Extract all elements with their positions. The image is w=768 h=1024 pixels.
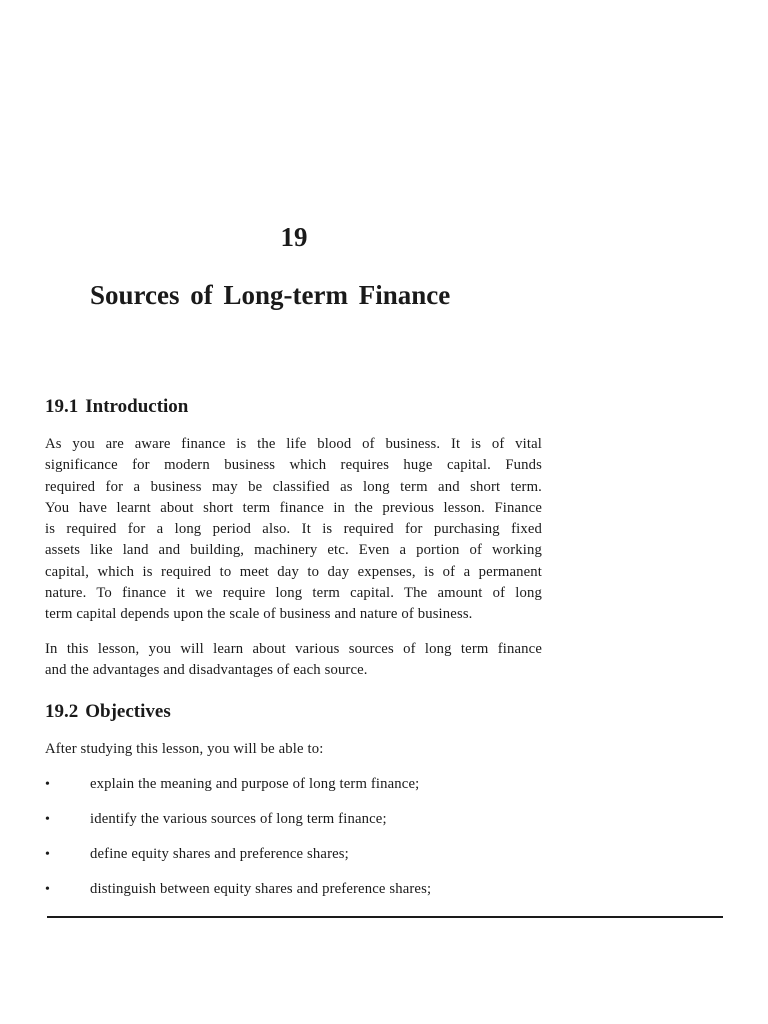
list-item-text: identify the various sources of long term finance;	[90, 811, 387, 827]
text-line: As you are aware finance is the life blood of business. It is of vital	[45, 436, 542, 452]
bullet-icon: •	[45, 882, 51, 897]
text-line: is required for a long period also. It is required for purchasing fixed	[45, 521, 542, 538]
list-item-text: define equity shares and preference shares;	[90, 846, 349, 862]
list-item	[45, 809, 565, 844]
text-line: After studying this lesson, you will be able to:	[45, 741, 324, 757]
section-heading-objectives	[45, 700, 171, 724]
text-line: term capital depends upon the scale of business and nature of business.	[45, 606, 473, 623]
list-item	[45, 844, 565, 879]
footer-rule	[47, 916, 723, 918]
bullet-icon: •	[45, 777, 51, 792]
intro-paragraph-1	[45, 434, 542, 626]
section-title: Objectives	[85, 701, 171, 722]
text-line: and the advantages and disadvantages of each source.	[45, 662, 368, 679]
objectives-intro	[45, 739, 542, 760]
section-title: Introduction	[85, 396, 189, 417]
chapter-number: 19	[280, 222, 308, 252]
text-line: In this lesson, you will learn about various sources of long term finance	[45, 641, 542, 657]
text-line: significance for modern business which requires huge capital. Funds	[45, 457, 542, 474]
intro-paragraph-2	[45, 639, 542, 682]
bullet-icon: •	[45, 847, 51, 862]
text-line: required for a business may be classified as long term and short term.	[45, 478, 542, 495]
list-item	[45, 879, 565, 914]
section-number: 19.1	[45, 396, 79, 417]
chapter-title: Sources of Long-term Finance	[90, 280, 451, 310]
text-line: You have learnt about short term finance in the previous lesson. Finance	[45, 499, 542, 516]
section-number: 19.2	[45, 701, 79, 722]
bullet-icon: •	[45, 812, 51, 827]
list-item	[45, 774, 565, 809]
text-line: assets like land and building, machinery etc. Even a portion of working	[45, 542, 542, 559]
section-heading-introduction	[45, 395, 188, 419]
text-line: nature. To finance it we require long term capital. The amount of long	[45, 585, 542, 602]
list-item-text: distinguish between equity shares and preference shares;	[90, 881, 432, 897]
list-item-text: explain the meaning and purpose of long term finance;	[90, 776, 420, 792]
objectives-list	[45, 774, 565, 914]
text-line: capital, which is required to meet day to day expenses, is of a permanent	[45, 563, 542, 580]
